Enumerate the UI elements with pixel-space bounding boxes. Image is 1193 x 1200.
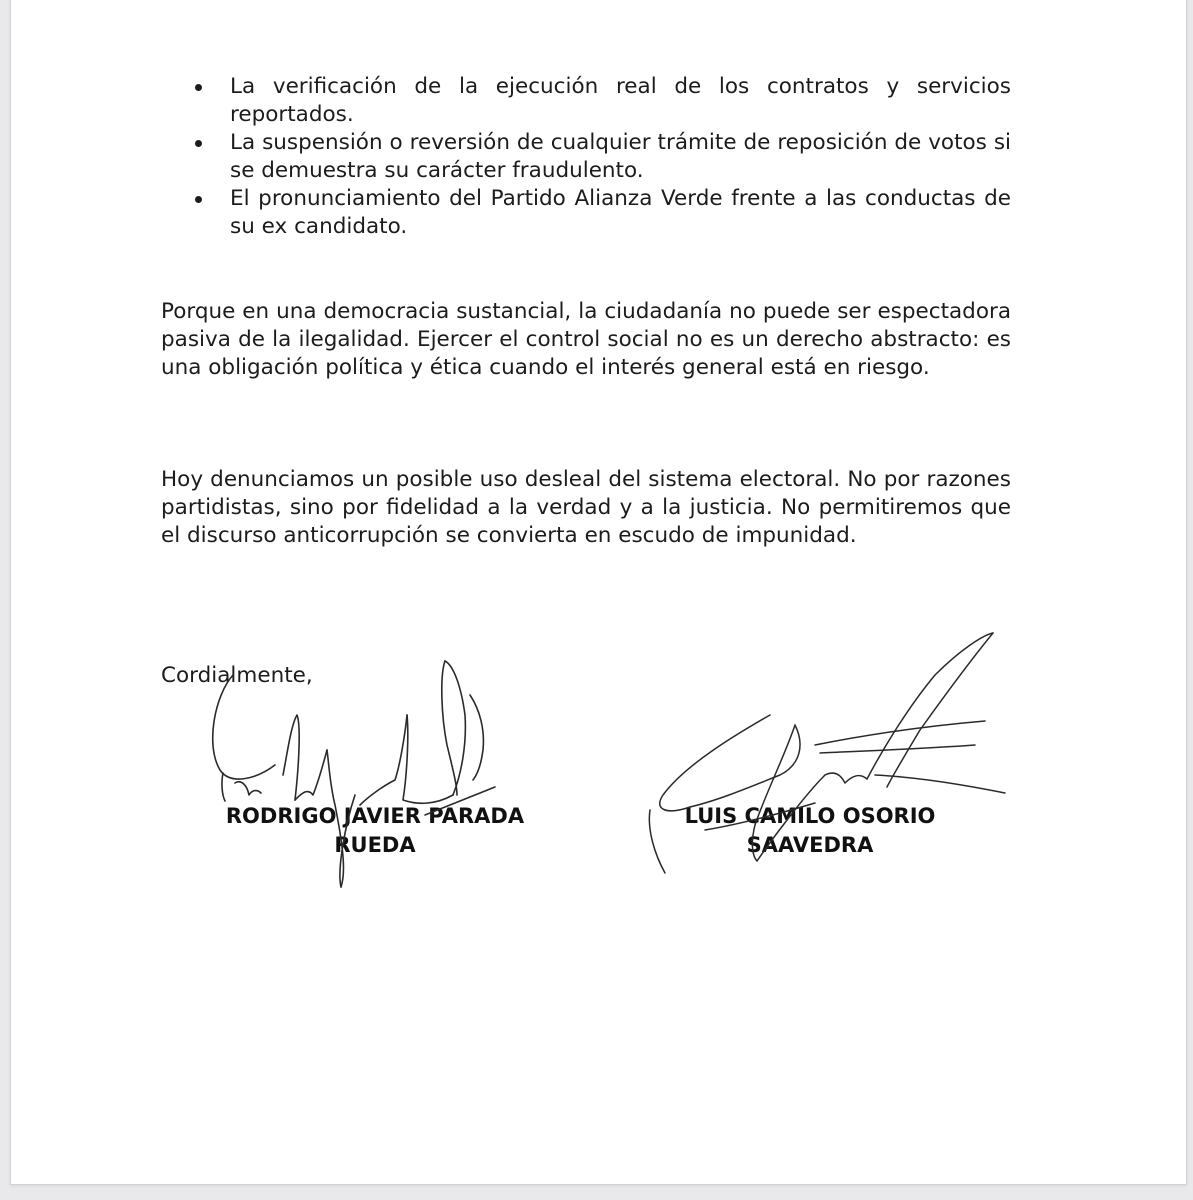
- list-item: [161, 185, 1011, 241]
- bullet-icon: [195, 84, 202, 91]
- list-item: [161, 73, 1011, 129]
- signatory-name-line: SAAVEDRA: [746, 833, 874, 857]
- bullet-text: La verificación de la ejecución real de los contratos y servicios reportados.: [230, 74, 1011, 127]
- signatory-name-right: [640, 802, 980, 860]
- bullet-text: El pronunciamiento del Partido Alianza Verde frente a las conductas de su ex candidato.: [230, 186, 1011, 239]
- signatory-name-line: RODRIGO JAVIER PARADA: [225, 804, 525, 828]
- signatory-name-left: [200, 802, 550, 860]
- signatory-name-line: LUIS CAMILO OSORIO: [684, 804, 936, 828]
- paragraph-democracy: Porque en una democracia sustancial, la ciudadanía no puede ser espectadora pasiva de la ilegalidad. Ejercer el control social no es un derecho abstracto: es una obligación política y ética cuando el interés general está en riesgo.: [161, 299, 1011, 380]
- bullet-text: La suspensión o reversión de cualquier trámite de reposición de votos si se demuestra su carácter fraudulento.: [230, 130, 1011, 183]
- paragraph-denouncement: Hoy denunciamos un posible uso desleal del sistema electoral. No por razones partidistas, sino por fidelidad a la verdad y a la justicia. No permitiremos que el discurso anticorrupción se convierta en escudo de impunidad.: [161, 467, 1011, 548]
- bullet-icon: [195, 196, 202, 203]
- list-item: [161, 129, 1011, 185]
- signatory-name-line: RUEDA: [334, 833, 416, 857]
- requests-list: [161, 73, 1011, 241]
- closing-salutation: Cordialmente,: [161, 663, 313, 688]
- bullet-icon: [195, 140, 202, 147]
